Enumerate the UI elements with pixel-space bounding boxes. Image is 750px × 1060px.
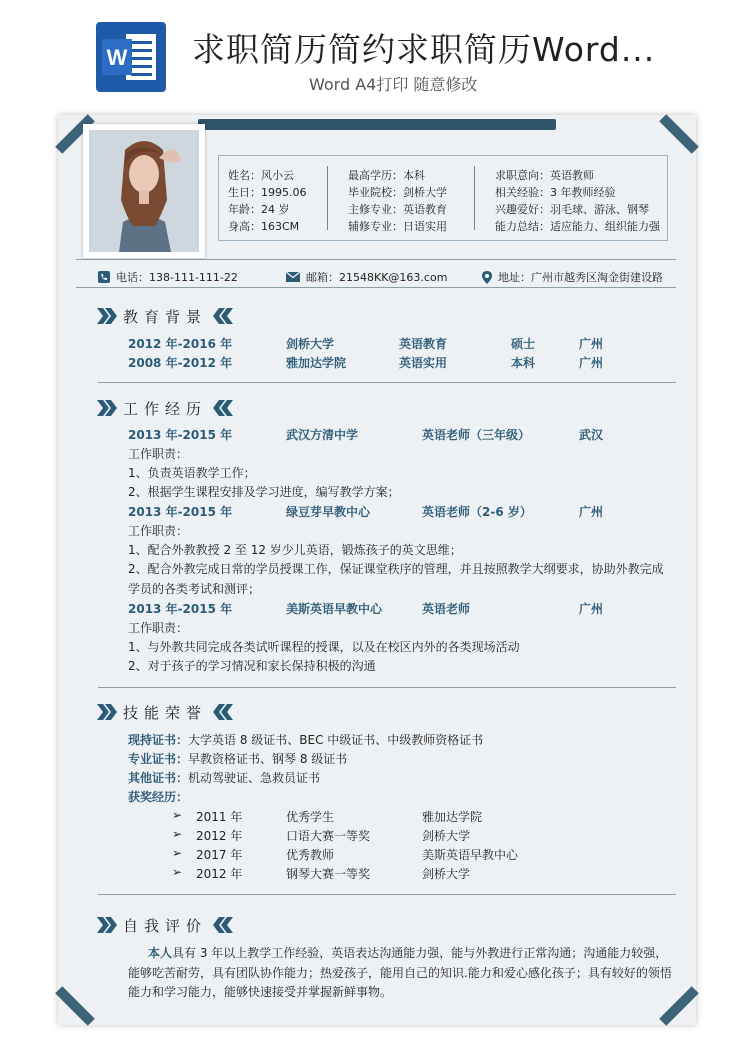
info-column-career: 求职意向：英语教师 相关经验：3 年教师经验 兴趣爱好：羽毛球、游泳、钢琴 能力总结：适应能力、组织能力强 (495, 169, 660, 233)
document-title: 求职简历简约求职简历Word... (192, 30, 656, 69)
corner-ornament-bl (55, 986, 95, 1026)
double-chevron-left-icon (213, 704, 233, 720)
info-column-personal: 姓名：风小云 生日：1995.06 年龄：24 岁 身高：163CM (228, 169, 307, 233)
contact-bottom-line (76, 287, 676, 288)
double-chevron-right-icon (97, 400, 117, 416)
profile-photo (89, 130, 199, 252)
double-chevron-left-icon (213, 308, 233, 324)
section-title: 教育背景 (123, 307, 208, 326)
double-chevron-left-icon (213, 917, 233, 933)
mail-icon (286, 272, 300, 282)
word-app-icon (96, 22, 166, 92)
resume-page: 姓名：风小云 生日：1995.06 年龄：24 岁 身高：163CM 最高学历：本科 毕业院校：剑桥大学 主修专业：英语教育 辅修专业：日语实用 求职意向：英语教师 相关经验：3 年教师经验 兴趣爱好：羽毛球、游泳、钢琴 能力总结：适应能力、组织能力强 电话：138-111-111-22 邮箱：21548KK@163.com 地址：广州市越秀区淘金街建设路 教育背景 2012 年-2016 年 剑桥大学 英语教育 硕士 广州 2008 年-2012 年 雅加达学院 英语实用 本科 广州 工作经历 2013 年-2015 年 武汉方清中学 英语老师（三年级） 武汉 工作职责： 1、负责英语教学工作； 2、根据学生课程安排及学习进度，编写教学方案； 2013 年-2015 年 绿豆芽早教中心 英语老师（2-6 岁） 广州 工作职责： 1、配合外教教授 2 至 12 岁少儿英语，锻炼孩子的英文思维； 2、配合外教完成日常的学员授课工作，保证课堂秩序的管理，并且按照教学大纲要求，协助外教完成学员的各类考试和测评； 2013 年-2015 年 美斯英语早教中心 英语老师 广州 工作职责： 1、与外教共同完成各类试听课程的授课，以及在校区内外的各类现场活动 2、对于孩子的学习情况和家长保持积极的沟通 技能荣誉 现持证书：大学英语 8 级证书、BEC 中级证书、中级教师资格证书 专业证书：早教资格证书、钢琴 8 级证书 其他证书：机动驾驶证、急救员证书 获奖经历： ➢ 2011 年 优秀学生 雅加达学院 ➢ 2012 年 口语大赛一等奖 剑桥大学 ➢ 2017 年 优秀教师 美斯英语早教中心 ➢ 2012 年 钢琴大赛一等奖 剑桥大学 自我评价 本人具有 3 年以上教学工作经验，英语表达沟通能力强，能与外教进行正常沟通；沟通能力较强，能够吃苦耐劳，具有团队协作能力；热爱孩子，能用自己的知识.能力和爱心感化孩子；具有较好的领悟能力和学习能力，能够快速接受并掌握新鲜事物。 (58, 115, 696, 1025)
contact-address: 地址：广州市越秀区淘金街建设路 (482, 269, 663, 285)
bullet-arrow-icon: ➢ (172, 827, 183, 841)
education-row: 2012 年-2016 年 剑桥大学 英语教育 硕士 广州 (128, 337, 604, 351)
contact-top-line (76, 259, 676, 260)
info-divider (474, 166, 475, 230)
info-column-education: 最高学历：本科 毕业院校：剑桥大学 主修专业：英语教育 辅修专业：日语实用 (348, 169, 447, 233)
corner-ornament-tr (659, 114, 699, 154)
svg-text:W: W (106, 45, 128, 70)
double-chevron-right-icon (97, 917, 117, 933)
section-header-self-evaluation (97, 914, 233, 936)
contact-email: 邮箱：21548KK@163.com (286, 269, 447, 285)
section-header-education (97, 305, 233, 327)
section-title: 工作经历 (123, 399, 208, 418)
certificate-line: 专业证书：早教资格证书、钢琴 8 级证书 (128, 752, 348, 766)
basic-info-box (218, 155, 668, 241)
awards-label: 获奖经历： (128, 790, 189, 804)
work-duty-label: 工作职责： (128, 524, 189, 538)
work-duty-line: 1、负责英语教学工作； (128, 466, 256, 480)
work-duty-line: 1、配合外教教授 2 至 12 岁少儿英语，锻炼孩子的英文思维； (128, 543, 462, 557)
profile-photo-frame (83, 124, 205, 258)
double-chevron-right-icon (97, 704, 117, 720)
contact-phone: 电话：138-111-111-22 (98, 269, 238, 285)
certificate-line: 现持证书：大学英语 8 级证书、BEC 中级证书、中级教师资格证书 (128, 733, 484, 747)
self-evaluation-text: 本人具有 3 年以上教学工作经验，英语表达沟通能力强，能与外教进行正常沟通；沟通能力较强，能够吃苦耐劳，具有团队协作能力；热爱孩子，能用自己的知识.能力和爱心感化孩子；具有较好的领悟能力和学习能力，能够快速接受并掌握新鲜事物。 (128, 946, 672, 999)
work-duty-line: 1、与外教共同完成各类试听课程的授课，以及在校区内外的各类现场活动 (128, 640, 520, 654)
top-accent-bar (198, 119, 556, 130)
work-job-header: 2013 年-2015 年 美斯英语早教中心 英语老师 广州 (128, 602, 604, 616)
double-chevron-right-icon (97, 308, 117, 324)
document-subtitle: Word A4打印 随意修改 (309, 75, 478, 94)
phone-icon (98, 271, 110, 283)
work-duty-line: 2、对于孩子的学习情况和家长保持积极的沟通 (128, 659, 376, 673)
work-duty-label: 工作职责： (128, 621, 189, 635)
bullet-arrow-icon: ➢ (172, 865, 183, 879)
certificate-line: 其他证书：机动驾驶证、急救员证书 (128, 771, 321, 785)
work-duty-line: 2、根据学生课程安排及学习进度，编写教学方案； (128, 485, 400, 499)
education-row: 2008 年-2012 年 雅加达学院 英语实用 本科 广州 (128, 356, 604, 370)
work-duty-line: 2、配合外教完成日常的学员授课工作，保证课堂秩序的管理，并且按照教学大纲要求，协助外教完成学员的各类考试和测评； (128, 562, 664, 596)
work-duty-label: 工作职责： (128, 447, 189, 461)
double-chevron-left-icon (213, 400, 233, 416)
section-divider (98, 687, 676, 688)
section-header-skills (97, 701, 233, 723)
section-header-work (97, 397, 233, 419)
work-job-header: 2013 年-2015 年 绿豆芽早教中心 英语老师（2-6 岁） 广州 (128, 505, 604, 519)
section-divider (98, 894, 676, 895)
info-divider (327, 166, 328, 230)
bullet-arrow-icon: ➢ (172, 808, 183, 822)
location-pin-icon (482, 271, 492, 284)
section-title: 技能荣誉 (123, 703, 208, 722)
section-title: 自我评价 (123, 916, 208, 935)
section-divider (98, 382, 676, 383)
work-job-header: 2013 年-2015 年 武汉方清中学 英语老师（三年级） 武汉 (128, 428, 604, 442)
bullet-arrow-icon: ➢ (172, 846, 183, 860)
